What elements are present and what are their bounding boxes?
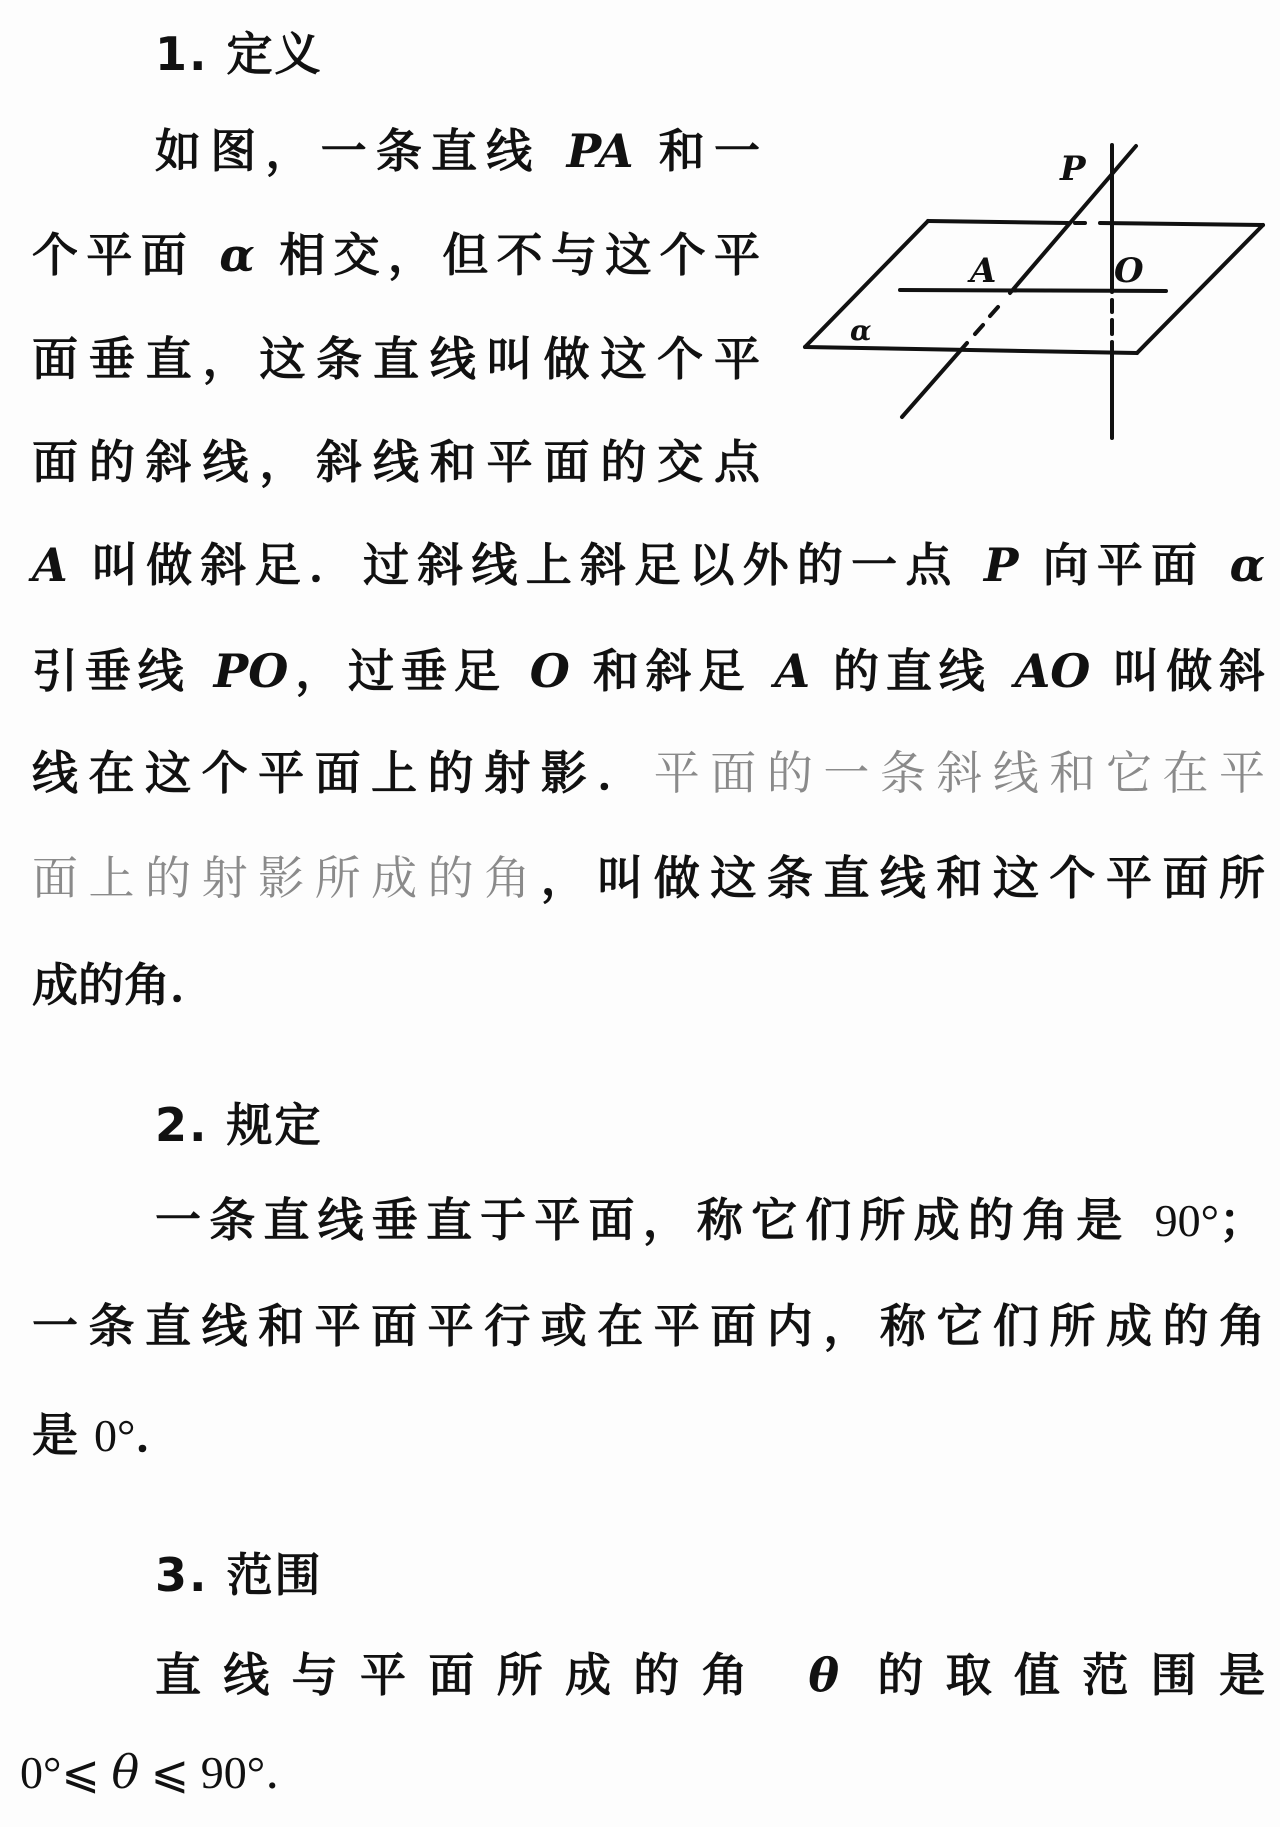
oblique-line-lower [902,343,967,417]
point-label-a: A [970,251,997,291]
oblique-line-plane-diagram [780,130,1280,450]
text-span: 和斜足 [569,644,775,698]
plane-top-edge-right [1100,223,1263,225]
point-label-o: O [1114,251,1144,291]
paragraph-line [32,228,760,282]
text-span: ，过垂足 [288,644,530,698]
paragraph-line [32,538,1265,592]
text-span: 一条直线和平面平行或在平面内，称它们所成的角 [32,1299,1265,1353]
paragraph-line [32,1299,1265,1353]
section-heading-range: 3. 范围 [155,1548,323,1602]
section-heading-definition: 1. 定义 [155,27,323,81]
text-span: 叫做斜 [1090,644,1266,698]
paragraph-line [32,958,1265,1012]
oblique-dash-1 [990,307,998,316]
text-span: 面的斜线，斜线和平面的交点 [32,435,760,489]
text-span: 面垂直，这条直线叫做这个平 [32,332,760,386]
paragraph-line [32,851,1265,905]
math-symbol: θ [111,1745,140,1799]
plane-bottom-edge [805,347,1137,353]
plane-top-edge-left [928,221,1068,223]
leq-symbol: ⩽ [139,1747,201,1798]
diagram-svg [780,130,1280,450]
range-inequality [20,1745,1253,1799]
text-span: 的取值范围是 [839,1648,1266,1702]
leq-symbol: ⩽ [61,1747,112,1798]
text-span: 叫做斜足．过斜线上斜足以外的一点 [67,538,984,592]
plane-label-alpha: α [850,314,872,347]
paragraph-line [32,746,1265,800]
text-span: 和一 [633,124,760,178]
text-span: 如图，一条直线 [155,124,567,178]
text-span: ． [265,1745,312,1799]
text-span: 个平面 [32,228,220,282]
math-symbol: PO [213,644,289,698]
paragraph-line [32,332,760,386]
number-span: 0° [20,1747,62,1798]
math-symbol: α [1229,538,1266,592]
math-symbol: θ [808,1648,840,1702]
faded-text-span: 平面的一条斜线和它在平 [653,746,1266,800]
paragraph-line [155,124,760,178]
text-span: 引垂线 [32,644,214,698]
math-symbol: O [529,644,570,698]
paragraph-line [32,644,1265,698]
number-span: 90° [1154,1195,1219,1246]
text-span: 的直线 [810,644,1015,698]
text-span: 线在这个平面上的射影． [32,746,654,800]
math-symbol: α [219,228,255,282]
oblique-dash-2 [975,325,983,334]
point-label-p: P [1060,149,1086,189]
section-heading-convention: 2. 规定 [155,1098,323,1152]
text-span: 向平面 [1018,538,1230,592]
number-span: 0° [94,1410,136,1461]
text-span: 一条直线垂直于平面，称它们所成的角是 [155,1193,1155,1247]
text-span: ； [1219,1193,1265,1247]
text-span: ． [135,1408,182,1462]
math-symbol: AO [1014,644,1091,698]
text-span: 是 [32,1408,95,1462]
math-symbol: A [774,644,811,698]
text-span: 相交，但不与这个平 [254,228,761,282]
text-span: 成的角． [32,958,216,1012]
paragraph-line [155,1648,1265,1702]
math-symbol: A [32,538,68,592]
text-span: 直线与平面所成的角 [155,1648,809,1702]
faded-text-span: 面上的射影所成的角 [32,851,541,905]
paragraph-line [155,1193,1265,1247]
paragraph-line [32,1408,1265,1462]
paragraph-line [32,435,760,489]
text-span: ，叫做这条直线和这个平面所 [540,851,1266,905]
math-symbol: P [983,538,1019,592]
number-span: 90° [200,1747,266,1798]
math-symbol: PA [566,124,634,178]
